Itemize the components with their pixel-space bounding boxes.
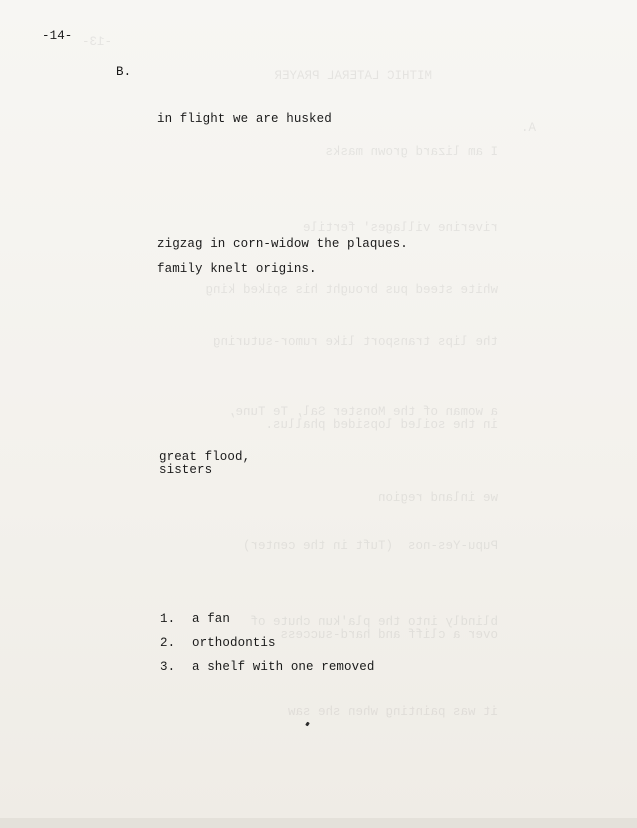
bleed-line: over a cliff and hard-success <box>280 628 498 642</box>
bleed-line: blindly into the pla'kun chute of <box>250 615 498 629</box>
list-number: 2. <box>160 636 176 650</box>
stanza-line: great flood, <box>159 450 251 464</box>
list-item-text: a fan <box>192 612 231 626</box>
bleed-line: white steed pus brought his spiked king <box>205 283 498 297</box>
list-item-text: orthodontis <box>192 636 276 650</box>
bleed-line: Pupu-Yes-nos (Tuft in the center) <box>242 539 498 553</box>
bleed-line: we inland region <box>377 491 498 505</box>
bleed-line: it was painting when she saw <box>287 705 498 719</box>
bleed-title: MITHIC LATERAL PRAYER <box>274 69 432 83</box>
bleed-line: riverine villages' fertile <box>302 221 498 235</box>
bleed-line: a woman of the Monster Sal, Te Tune, <box>227 405 498 419</box>
bleed-line: the lips transport like rumor-suturing <box>212 335 498 349</box>
poem-line: in flight we are husked <box>157 112 332 126</box>
list-item-text: a shelf with one removed <box>192 660 375 674</box>
bleed-section: A. <box>520 121 536 135</box>
bleed-line: I am lizard grown masks <box>325 145 498 159</box>
list-number: 3. <box>160 660 176 674</box>
page-number: -14- <box>42 29 73 43</box>
page-bottom-edge <box>0 818 637 828</box>
stanza-line: sisters <box>159 463 213 477</box>
section-label: B. <box>116 65 132 79</box>
poem-line: family knelt origins. <box>157 262 317 276</box>
ink-mark <box>305 722 310 727</box>
list-number: 1. <box>160 612 176 626</box>
bleed-line: in the soiled lopsided phallus. <box>265 418 498 432</box>
poem-line: zigzag in corn-widow the plaques. <box>157 237 408 251</box>
bleed-page-number: -13- <box>81 35 112 49</box>
